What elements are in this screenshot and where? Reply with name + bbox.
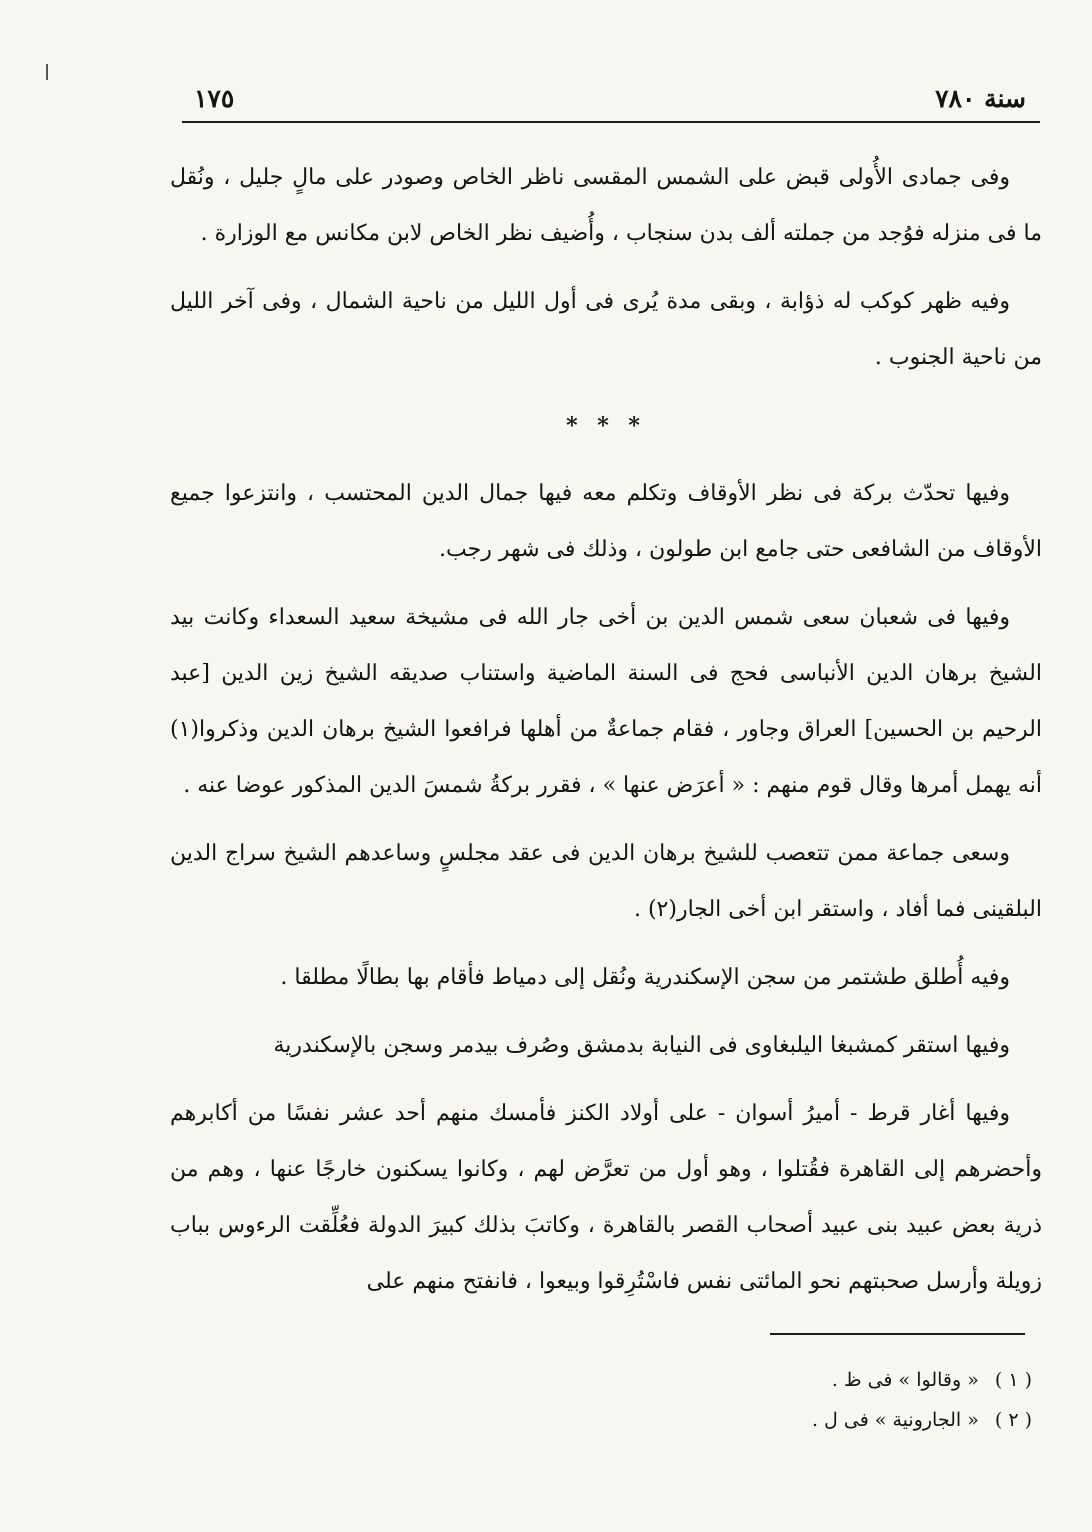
paragraph: وفيها أغار قرط - أميرُ أسوان - على أولاد الكنز فأمسك منهم أحد عشر نفسًا من أكابرهم وأحضرهم إلى القاهرة فقُتلوا ، وهو أول من تعرَّض لهم ، وكانوا يسكنون خارجًا عنها ، وهم من ذرية بعض عبيد بنى عبيد أصحاب القصر بالقاهرة ، وكاتبَ بذلك كبيرَ الدولة فعُلِّقت الرءوس بباب زويلة وأرسل صحبتهم نحو المائتى نفس فاسْتُرِقوا وبيعوا ، فانفتح منهم على [170, 1101, 1042, 1294]
page-header [180, 84, 1040, 120]
paragraph: وفيه ظهر كوكب له ذؤابة ، وبقى مدة يُرى فى أول الليل من ناحية الشمال ، وفى آخر الليل من ناحية الجنوب . [170, 289, 1042, 370]
paragraph: وفى جمادى الأُولى قبض على الشمس المقسى ناظر الخاص وصودر على مالٍ جليل ، ونُقل ما فى منزله فوُجد من جملته ألف بدن سنجاب ، وأُضيف نظر الخاص لابن مكانس مع الوزارة . [170, 165, 1042, 246]
footnote [552, 1360, 1032, 1400]
margin-mark [46, 64, 48, 80]
running-head-year: سنة ٧٨٠ [935, 84, 1026, 113]
paragraph: وفيه أُطلق طشتمر من سجن الإسكندرية ونُقل إلى دمياط فأقام بها بطالًا مطلقا . [280, 965, 1010, 990]
footnote-number: ( ١ ) [994, 1369, 1032, 1391]
paragraph: وفيها فى شعبان سعى شمس الدين بن أخى جار الله فى مشيخة سعيد السعداء وكانت بيد الشيخ برهان الدين الأنباسى فحج فى السنة الماضية واستناب صديقه الشيخ زين الدين [عبد الرحيم بن الحسين] العراق وجاور ، فقام جماعةٌ من أهلها فرافعوا الشيخ برهان الدين وذكروا(١) أنه يهمل أمرها وقال قوم منهم : « أعرَض عنها » ، فقرر بركةُ شمسَ الدين المذكور عوضا عنه . [170, 605, 1042, 798]
header-rule [182, 121, 1040, 123]
footnote [552, 1400, 1032, 1440]
footnote-rule [770, 1333, 1025, 1335]
paragraph: وفيها تحدّث بركة فى نظر الأوقاف وتكلم معه فيها جمال الدين المحتسب ، وانتزعوا جميع الأوقاف من الشافعى حتى جامع ابن طولون ، وذلك فى شهر رجب. [170, 481, 1042, 562]
page-number: ١٧٥ [194, 84, 235, 113]
footnote-number: ( ٢ ) [994, 1409, 1032, 1431]
paragraph: وسعى جماعة ممن تتعصب للشيخ برهان الدين فى عقد مجلسٍ وساعدهم الشيخ سراج الدين البلقينى فما أفاد ، واستقر ابن أخى الجار(٢) . [170, 841, 1042, 922]
paragraph: وفيها استقر كمشبغا اليلبغاوى فى النيابة بدمشق وصُرف بيدمر وسجن بالإسكندرية [273, 1033, 1010, 1058]
section-separator: * * * [566, 413, 646, 439]
footnote-text: « الجارونية » فى ل . [811, 1409, 979, 1431]
footnotes [552, 1360, 1032, 1440]
footnote-text: « وقالوا » فى ظ . [831, 1369, 979, 1391]
main-text [170, 150, 1042, 1322]
